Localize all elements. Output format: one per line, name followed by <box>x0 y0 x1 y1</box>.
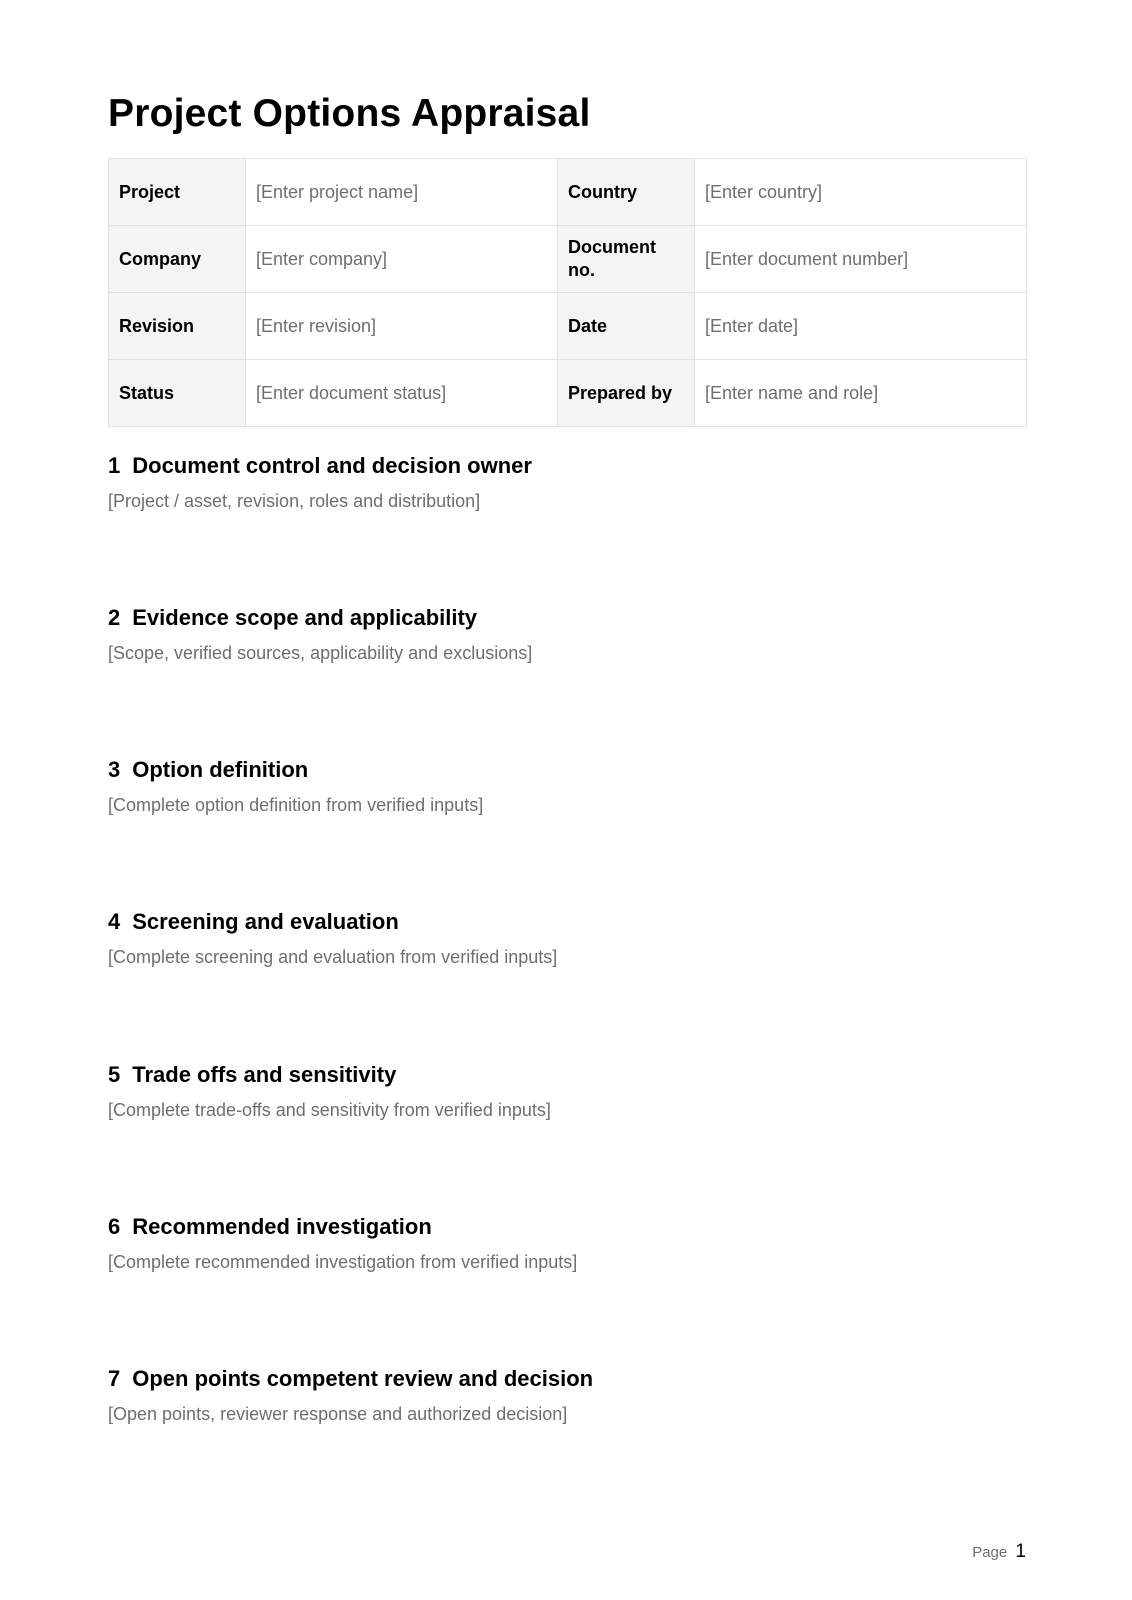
table-row <box>109 293 1027 360</box>
page-label: Page <box>972 1544 1008 1561</box>
section-placeholder[interactable]: [Complete option definition from verified inputs] <box>108 795 484 815</box>
document-number-field[interactable]: [Enter document number] <box>695 226 1027 293</box>
section-title: Option definition <box>132 757 309 782</box>
table-row <box>109 226 1027 293</box>
section-placeholder[interactable]: [Complete screening and evaluation from verified inputs] <box>108 947 558 967</box>
section-heading <box>108 756 1026 784</box>
status-label: Status <box>109 360 246 427</box>
section-heading <box>108 604 1026 632</box>
company-field[interactable]: [Enter company] <box>246 226 558 293</box>
prepared-by-field[interactable]: [Enter name and role] <box>695 360 1027 427</box>
section-recommended-investigation <box>108 1213 1026 1274</box>
section-heading <box>108 1213 1026 1241</box>
section-title: Open points competent review and decision <box>132 1366 594 1391</box>
section-number: 6 <box>108 1214 121 1239</box>
section-placeholder[interactable]: [Scope, verified sources, applicability and exclusions] <box>108 643 533 663</box>
section-title: Evidence scope and applicability <box>132 605 478 630</box>
section-heading <box>108 452 1026 480</box>
section-heading <box>108 908 1026 936</box>
section-title: Recommended investigation <box>132 1214 432 1239</box>
section-number: 4 <box>108 909 121 934</box>
page-footer <box>972 1540 1026 1565</box>
document-number-label: Document no. <box>558 226 695 293</box>
project-field[interactable]: [Enter project name] <box>246 159 558 226</box>
page-number: 1 <box>1015 1541 1026 1562</box>
country-label: Country <box>558 159 695 226</box>
section-heading <box>108 1365 1026 1393</box>
section-open-points <box>108 1365 1026 1426</box>
section-number: 2 <box>108 605 121 630</box>
date-field[interactable]: [Enter date] <box>695 293 1027 360</box>
prepared-by-label: Prepared by <box>558 360 695 427</box>
section-document-control <box>108 452 1026 513</box>
country-field[interactable]: [Enter country] <box>695 159 1027 226</box>
section-screening-evaluation <box>108 908 1026 969</box>
revision-label: Revision <box>109 293 246 360</box>
section-placeholder[interactable]: [Project / asset, revision, roles and distribution] <box>108 491 481 511</box>
project-label: Project <box>109 159 246 226</box>
table-row <box>109 360 1027 427</box>
section-evidence-scope <box>108 604 1026 665</box>
section-trade-offs <box>108 1061 1026 1122</box>
status-field[interactable]: [Enter document status] <box>246 360 558 427</box>
revision-field[interactable]: [Enter revision] <box>246 293 558 360</box>
table-row <box>109 159 1027 226</box>
section-number: 7 <box>108 1366 121 1391</box>
section-title: Document control and decision owner <box>132 453 532 478</box>
document-title: Project Options Appraisal <box>108 92 591 135</box>
section-number: 1 <box>108 453 121 478</box>
section-title: Trade offs and sensitivity <box>132 1062 397 1087</box>
company-label: Company <box>109 226 246 293</box>
section-number: 3 <box>108 757 121 782</box>
document-info-table <box>108 158 1027 427</box>
section-placeholder[interactable]: [Complete recommended investigation from verified inputs] <box>108 1252 578 1272</box>
section-number: 5 <box>108 1062 121 1087</box>
date-label: Date <box>558 293 695 360</box>
section-placeholder[interactable]: [Complete trade-offs and sensitivity from verified inputs] <box>108 1100 551 1120</box>
section-heading <box>108 1061 1026 1089</box>
section-title: Screening and evaluation <box>132 909 399 934</box>
section-option-definition <box>108 756 1026 817</box>
section-placeholder[interactable]: [Open points, reviewer response and authorized decision] <box>108 1404 568 1424</box>
